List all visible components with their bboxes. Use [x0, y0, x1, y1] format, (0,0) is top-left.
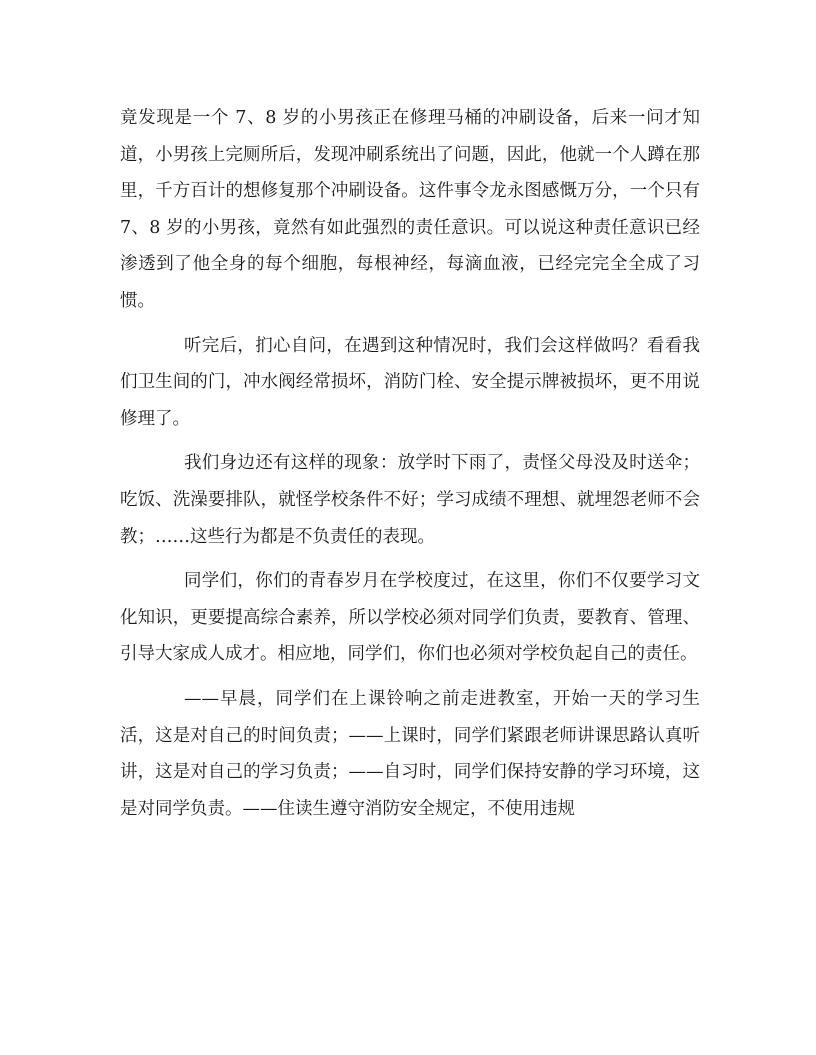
paragraph-5: ——早晨，同学们在上课铃响之前走进教室，开始一天的学习生活，这是对自己的时间负责；——上课时，同学们紧跟老师讲课思路认真听讲，这是对自己的学习负责；——自习时，同学们保持安静的学习环境，这是对同学负责。——住读生遵守消防安全规定，不使用违规 [120, 688, 700, 819]
paragraph-1: 竟发现是一个 7、8 岁的小男孩正在修理马桶的冲刷设备，后来一问才知道，小男孩上完厕所后，发现冲刷系统出了问题，因此，他就一个人蹲在那里，千方百计的想修复那个冲刷设备。这件事令龙永图感慨万分，一个只有 7、8 岁的小男孩，竟然有如此强烈的责任意识。可以说这种责任意识已经渗透到了他全身的每个细胞，每根神经，每滴血液，已经完完全全成了习惯。 [120, 108, 700, 311]
paragraph-2: 听完后，扪心自问，在遇到这种情况时，我们会这样做吗？看看我们卫生间的门，冲水阀经常损坏，消防门栓、安全提示牌被损坏，更不用说修理了。 [120, 335, 700, 429]
paragraph-4: 同学们，你们的青春岁月在学校度过，在这里，你们不仅要学习文化知识，更要提高综合素养，所以学校必须对同学们负责，要教育、管理、引导大家成人成才。相应地，同学们，你们也必须对学校负起自己的责任。 [120, 571, 700, 665]
document-body [120, 100, 700, 835]
paragraph-3: 我们身边还有这样的现象：放学时下雨了，责怪父母没及时送伞；吃饭、洗澡要排队，就怪学校条件不好；学习成绩不理想、就埋怨老师不会教；……这些行为都是不负责任的表现。 [120, 453, 700, 547]
